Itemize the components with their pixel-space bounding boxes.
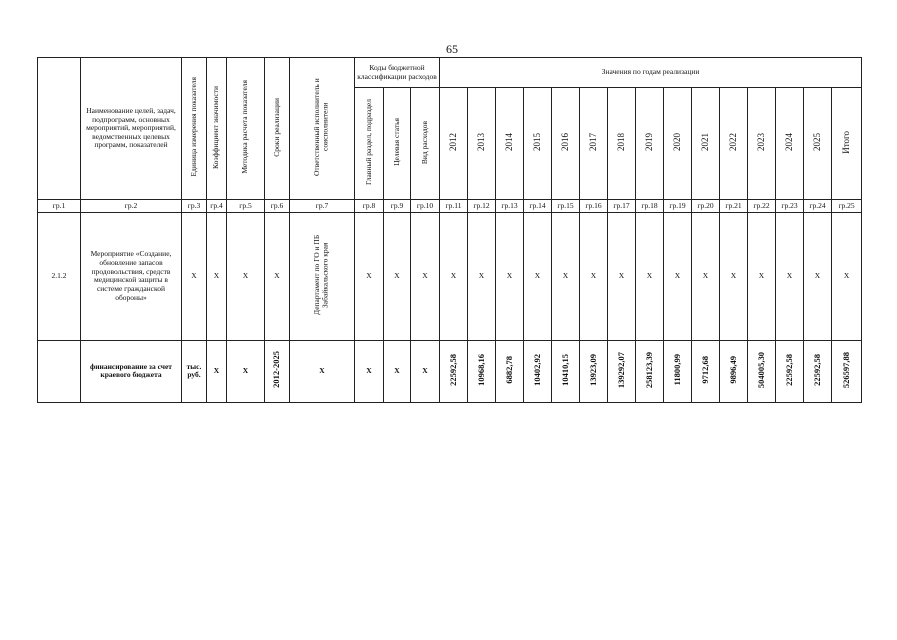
group-label: гр.2 [81,200,182,213]
row-value: 6882,78 [496,340,524,402]
group-label: гр.14 [524,200,552,213]
row-value: Х [468,213,496,341]
header-unit: Единица измерения показателя [182,58,207,200]
header-year: 2022 [720,88,748,200]
table-row-measure [38,213,862,341]
row-value: Х [496,213,524,341]
group-label: гр.6 [265,200,290,213]
row-value: 22592,58 [776,340,804,402]
header-year: 2018 [608,88,636,200]
group-label: гр.23 [776,200,804,213]
group-label: гр.12 [468,200,496,213]
row-value: 504005,30 [748,340,776,402]
row-value: Х [748,213,776,341]
group-label: гр.3 [182,200,207,213]
header-coefficient: Коэффициент значимости [207,58,227,200]
header-values-by-year: Значения по годам реализации [440,58,862,88]
header-year: 2020 [664,88,692,200]
row-value: Х [804,213,832,341]
row-method: Х [227,340,265,402]
row-value: Х [608,213,636,341]
row-expense: Х [411,213,440,341]
group-label: гр.22 [748,200,776,213]
group-label: гр.13 [496,200,524,213]
header-year: 2021 [692,88,720,200]
header-budget-codes: Коды бюджетной классификации расходов [355,58,440,88]
row-value: Х [552,213,580,341]
row-value: Х [832,213,862,341]
row-coefficient: Х [207,340,227,402]
row-unit: тыс. руб. [182,340,207,402]
group-label: гр.8 [355,200,384,213]
row-value: Х [692,213,720,341]
group-label: гр.17 [608,200,636,213]
page-number: 65 [446,42,458,56]
row-unit: Х [182,213,207,341]
group-label: гр.20 [692,200,720,213]
group-label: гр.4 [207,200,227,213]
header-row-1 [38,58,862,88]
row-expense: Х [411,340,440,402]
header-executor: Ответственный исполнитель и соисполнители [290,58,355,200]
row-value: 22592,58 [440,340,468,402]
header-year: 2014 [496,88,524,200]
group-label: гр.21 [720,200,748,213]
header-year: 2025 [804,88,832,200]
row-number: 2.1.2 [38,213,81,341]
row-name: Мероприятие «Создание, обновление запасов продовольствия, средств медицинской защиты в системе гражданской обороны» [81,213,182,341]
header-total: Итого [832,88,862,200]
row-value: 10410,15 [552,340,580,402]
row-value: Х [440,213,468,341]
row-target: Х [384,213,411,341]
table-row-financing [38,340,862,402]
header-section: Главный раздел, подраздел [355,88,384,200]
header-cell-number [38,58,81,200]
header-term: Сроки реализации [265,58,290,200]
program-table [37,57,862,403]
group-label: гр.10 [411,200,440,213]
row-value: 22592,58 [804,340,832,402]
row-name: финансирование за счет краевого бюджета [81,340,182,402]
row-value: 10968,16 [468,340,496,402]
header-year: 2019 [636,88,664,200]
row-value: Х [664,213,692,341]
row-value: 10402,92 [524,340,552,402]
row-value: Х [776,213,804,341]
row-value: 526597,88 [832,340,862,402]
header-year: 2013 [468,88,496,200]
row-executor: Департамент по ГО и ПБ Забайкальского края [290,213,355,341]
group-label-row [38,200,862,213]
header-target: Целевая статья [384,88,411,200]
row-value: 13923,09 [580,340,608,402]
header-name: Наименование целей, задач, подпрограмм, основных мероприятий, мероприятий, ведомственных целевых программ, показателей [81,58,182,200]
row-value: 258123,39 [636,340,664,402]
group-label: гр.5 [227,200,265,213]
group-label: гр.16 [580,200,608,213]
row-section: Х [355,340,384,402]
group-label: гр.19 [664,200,692,213]
row-coefficient: Х [207,213,227,341]
row-value: 11800,99 [664,340,692,402]
group-label: гр.9 [384,200,411,213]
row-value: Х [580,213,608,341]
header-year: 2015 [524,88,552,200]
header-year: 2023 [748,88,776,200]
group-label: гр.7 [290,200,355,213]
row-value: 9896,49 [720,340,748,402]
row-executor: Х [290,340,355,402]
header-year: 2024 [776,88,804,200]
group-label: гр.24 [804,200,832,213]
row-term: Х [265,213,290,341]
row-value: Х [636,213,664,341]
header-year: 2017 [580,88,608,200]
group-label: гр.11 [440,200,468,213]
row-term: 2012-2025 [265,340,290,402]
group-label: гр.15 [552,200,580,213]
row-number [38,340,81,402]
row-value: 139292,07 [608,340,636,402]
header-year: 2012 [440,88,468,200]
group-label: гр.1 [38,200,81,213]
header-method: Методика расчета показателя [227,58,265,200]
row-section: Х [355,213,384,341]
row-value: 9712,68 [692,340,720,402]
row-value: Х [524,213,552,341]
row-target: Х [384,340,411,402]
row-method: Х [227,213,265,341]
header-year: 2016 [552,88,580,200]
group-label: гр.25 [832,200,862,213]
group-label: гр.18 [636,200,664,213]
header-expense: Вид расходов [411,88,440,200]
row-value: Х [720,213,748,341]
